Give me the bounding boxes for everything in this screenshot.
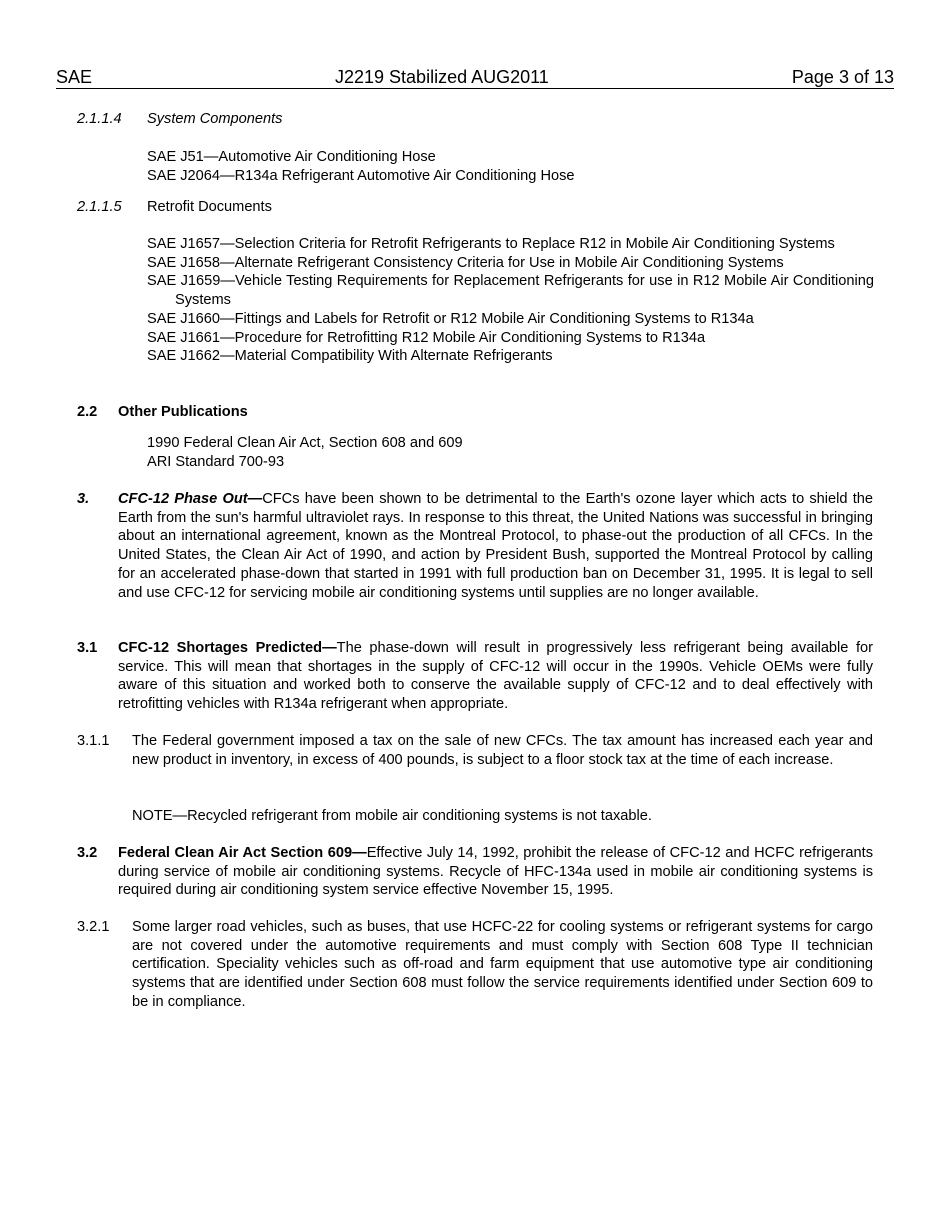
reference-item: SAE J2064—R134a Refrigerant Automotive Air Conditioning Hose — [147, 167, 575, 184]
section-body: The Federal government imposed a tax on the sale of new CFCs. The tax amount has increased each year and new product in inventory, in excess of 400 pounds, is subject to a floor stock tax at the time of each increase. — [132, 733, 873, 768]
reference-item: 1990 Federal Clean Air Act, Section 608 and 609 — [147, 435, 463, 451]
reference-item: SAE J1659—Vehicle Testing Requirements for Replacement Refrigerants for use in R12 Mobile Air Conditioning Systems — [147, 273, 874, 309]
section-title: System Components — [147, 111, 283, 127]
section-number: 2.2 — [77, 404, 98, 420]
section-number: 3.1 — [77, 640, 98, 656]
reference-item: SAE J1660—Fittings and Labels for Retrofit or R12 Mobile Air Conditioning Systems to R134a — [147, 310, 754, 327]
section-body: CFCs have been shown to be detrimental to the Earth's ozone layer which acts to shield the Earth from the sun's harmful ultraviolet rays. In response to this threat, the United Nations was successful in bringing about an international agreement, known as the Montreal Protocol, to phase-out the production of all CFCs. In the United States, the Clean Air Act of 1990, and action by President Bush, supported the Montreal Protocol by calling for an accelerated phase-down that started in 1991 with full production ban on December 31, 1995. It is legal to sell and use CFC-12 for servicing mobile air conditioning systems until supplies are no longer available. — [118, 491, 873, 601]
reference-list — [147, 148, 874, 185]
reference-item: SAE J1662—Material Compatibility With Alternate Refrigerants — [147, 348, 553, 365]
reference-list — [147, 235, 874, 366]
header-org: SAE — [56, 67, 93, 87]
note: NOTE—Recycled refrigerant from mobile air conditioning systems is not taxable. — [132, 808, 652, 824]
reference-item: SAE J1661—Procedure for Retrofitting R12 Mobile Air Conditioning Systems to R134a — [147, 329, 706, 346]
section-number: 3.2.1 — [77, 919, 110, 935]
section-title: CFC-12 Shortages Predicted— — [118, 640, 337, 656]
section-body: Some larger road vehicles, such as buses, that use HCFC-22 for cooling systems or refrigerant systems for cargo are not covered under the automotive requirements and must comply with Section 608 Type II technician certification. Speciality vehicles such as off-road and farm equipment that use automotive type air conditioning systems that are identified under Section 608 must follow the service requirements identified under Section 609 to be in compliance. — [132, 919, 873, 1010]
section-paragraph — [118, 844, 873, 900]
section-title: Other Publications — [118, 404, 248, 420]
reference-item: SAE J51—Automotive Air Conditioning Hose — [147, 149, 436, 165]
section-number: 3.1.1 — [77, 733, 110, 749]
reference-item: ARI Standard 700-93 — [147, 453, 285, 470]
section-number: 3. — [77, 491, 90, 507]
header-doc-id: J2219 Stabilized AUG2011 — [335, 67, 549, 87]
section-number: 2.1.1.5 — [77, 199, 122, 215]
section-number: 2.1.1.4 — [77, 111, 122, 127]
reference-item: SAE J1657—Selection Criteria for Retrofit Refrigerants to Replace R12 in Mobile Air Conditioning Systems — [147, 236, 835, 252]
page-header — [56, 67, 894, 89]
section-title: Retrofit Documents — [147, 199, 272, 215]
section-number: 3.2 — [77, 845, 98, 861]
section-paragraph — [118, 639, 873, 714]
section-body: The phase-down will result in progressively less refrigerant being available for service. This will mean that shortages in the supply of CFC-12 will occur in the 1990s. Vehicle OEMs were fully aware of this situation and worked both to conserve the available supply of CFC-12 and to deal effectively with retrofitting vehicles with R134a refrigerant when appropriate. — [118, 640, 873, 713]
reference-list — [147, 434, 874, 471]
header-page-number: Page 3 of 13 — [791, 67, 894, 87]
section-paragraph — [118, 490, 873, 602]
section-body: Effective July 14, 1992, prohibit the release of CFC-12 and HCFC refrigerants during service of mobile air conditioning systems. Recycle of HFC-134a used in mobile air conditioning systems is required during air conditioning system service effective November 15, 1995. — [118, 845, 873, 899]
section-title: CFC-12 Phase Out— — [118, 491, 263, 507]
section-title: Federal Clean Air Act Section 609— — [118, 845, 367, 861]
reference-item: SAE J1658—Alternate Refrigerant Consistency Criteria for Use in Mobile Air Conditioning Systems — [147, 254, 784, 271]
